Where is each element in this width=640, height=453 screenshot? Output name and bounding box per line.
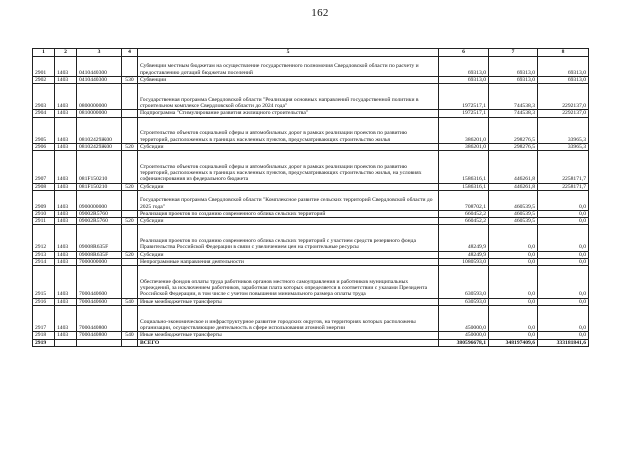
row-number-cell: 2901 — [33, 57, 55, 77]
expense-type-code-cell: 520 — [122, 143, 138, 150]
section-code-cell: 1403 — [55, 117, 77, 143]
description-cell: Строительство объектов социальной сферы и автомобильных дорог в рамках реализации проектов по развитию территорий, расположенных в границах населенных пунктов, предусматривающих строительство жилья, на условиях софинансирования из федерального бюджета — [138, 151, 439, 184]
amount-year1-cell: 380596678,1 — [439, 339, 489, 346]
table-row — [33, 218, 589, 225]
table-row — [33, 84, 589, 110]
amount-year1-cell: 386201,0 — [439, 143, 489, 150]
column-header: 5 — [138, 49, 439, 57]
amount-year3-cell: 2258171,7 — [538, 151, 589, 184]
column-header: 7 — [489, 49, 538, 57]
description-cell: Непрограммные направления деятельности — [138, 258, 439, 265]
expense-type-code-cell — [122, 210, 138, 217]
amount-year3-cell: 0,0 — [538, 190, 589, 210]
amount-year1-cell: 660452,2 — [439, 218, 489, 225]
target-item-code-cell: 0410440300 — [77, 57, 122, 77]
amount-year2-cell: 744538,3 — [489, 84, 538, 110]
table-row — [33, 110, 589, 117]
column-header: 6 — [439, 49, 489, 57]
row-number-cell: 2916 — [33, 298, 55, 305]
table-row — [33, 143, 589, 150]
target-item-code-cell: 7000440800 — [77, 332, 122, 339]
section-code-cell: 1403 — [55, 151, 77, 184]
amount-year2-cell: 0,0 — [489, 266, 538, 299]
table-row — [33, 225, 589, 251]
section-code-cell: 1403 — [55, 210, 77, 217]
row-number-cell: 2902 — [33, 76, 55, 83]
section-code-cell: 1403 — [55, 218, 77, 225]
amount-year2-cell: 446261,8 — [489, 183, 538, 190]
table-row — [33, 210, 589, 217]
description-cell: Субвенции — [138, 76, 439, 83]
table-row — [33, 57, 589, 77]
expense-type-code-cell — [122, 57, 138, 77]
amount-year2-cell: 460539,5 — [489, 218, 538, 225]
section-code-cell: 1403 — [55, 84, 77, 110]
amount-year3-cell: 0,0 — [538, 306, 589, 332]
section-code-cell: 1403 — [55, 306, 77, 332]
row-number-cell: 2912 — [33, 225, 55, 251]
amount-year2-cell: 0,0 — [489, 225, 538, 251]
target-item-code-cell: 7000440800 — [77, 306, 122, 332]
description-cell: Реализация проектов по созданию современного облика сельских территорий с участием средств резервного фонда Правительства Российской Федерации в связи с увеличением цен на строительные ресурсы — [138, 225, 439, 251]
amount-year3-cell: 2292137,0 — [538, 84, 589, 110]
amount-year3-cell: 0,0 — [538, 225, 589, 251]
amount-year1-cell: 1972517,1 — [439, 110, 489, 117]
table-row — [33, 306, 589, 332]
amount-year3-cell: 0,0 — [538, 218, 589, 225]
expense-type-code-cell — [122, 258, 138, 265]
expense-type-code-cell — [122, 266, 138, 299]
amount-year2-cell: 0,0 — [489, 332, 538, 339]
table-header-row — [33, 49, 589, 57]
expense-type-code-cell — [122, 225, 138, 251]
description-cell: Иные межбюджетные трансферты — [138, 298, 439, 305]
amount-year2-cell: 744538,3 — [489, 110, 538, 117]
expense-type-code-cell — [122, 151, 138, 184]
table-body — [33, 57, 589, 347]
section-code-cell: 1403 — [55, 110, 77, 117]
description-cell: Субсидии — [138, 218, 439, 225]
expense-type-code-cell: 520 — [122, 251, 138, 258]
section-code-cell: 1403 — [55, 76, 77, 83]
expense-type-code-cell — [122, 339, 138, 346]
target-item-code-cell: 09002R5760 — [77, 210, 122, 217]
table-row — [33, 258, 589, 265]
column-header: 1 — [33, 49, 55, 57]
section-code-cell: 1403 — [55, 258, 77, 265]
row-number-cell: 2907 — [33, 151, 55, 184]
target-item-code-cell: 09008R635F — [77, 225, 122, 251]
row-number-cell: 2903 — [33, 84, 55, 110]
expense-type-code-cell: 540 — [122, 298, 138, 305]
amount-year1-cell: 48249,9 — [439, 225, 489, 251]
table-row — [33, 190, 589, 210]
table-row — [33, 183, 589, 190]
target-item-code-cell: 0900000000 — [77, 190, 122, 210]
row-number-cell: 2919 — [33, 339, 55, 346]
amount-year3-cell: 2292137,0 — [538, 110, 589, 117]
table-row — [33, 251, 589, 258]
row-number-cell: 2909 — [33, 190, 55, 210]
amount-year2-cell: 69313,0 — [489, 57, 538, 77]
target-item-code-cell: 0410440300 — [77, 76, 122, 83]
expense-type-code-cell — [122, 110, 138, 117]
amount-year3-cell: 0,0 — [538, 251, 589, 258]
amount-year1-cell: 1586316,1 — [439, 151, 489, 184]
row-number-cell: 2917 — [33, 306, 55, 332]
section-code-cell: 1403 — [55, 266, 77, 299]
description-cell: Субвенции местным бюджетам на осуществление государственного полномочия Свердловской области по расчету и предоставлению дотаций бюджетам поселений — [138, 57, 439, 77]
row-number-cell: 2914 — [33, 258, 55, 265]
section-code-cell: 1403 — [55, 298, 77, 305]
amount-year1-cell: 450000,0 — [439, 306, 489, 332]
description-cell: Подпрограмма "Стимулирование развития жилищного строительства" — [138, 110, 439, 117]
amount-year1-cell: 630593,0 — [439, 266, 489, 299]
table-row — [33, 266, 589, 299]
amount-year1-cell: 708702,1 — [439, 190, 489, 210]
row-number-cell: 2906 — [33, 143, 55, 150]
amount-year3-cell: 2258171,7 — [538, 183, 589, 190]
description-cell: Строительство объектов социальной сферы и автомобильных дорог в рамках реализации проектов по развитию территорий, расположенных в границах населенных пунктов, предусматривающих строительство жилья — [138, 117, 439, 143]
amount-year3-cell: 69313,0 — [538, 57, 589, 77]
amount-year1-cell: 69313,0 — [439, 76, 489, 83]
expense-type-code-cell: 520 — [122, 218, 138, 225]
amount-year2-cell: 298276,5 — [489, 143, 538, 150]
description-cell: Субсидии — [138, 251, 439, 258]
amount-year2-cell: 0,0 — [489, 306, 538, 332]
expense-type-code-cell — [122, 84, 138, 110]
amount-year3-cell: 33965,3 — [538, 143, 589, 150]
target-item-code-cell: 0810000000 — [77, 110, 122, 117]
row-number-cell: 2918 — [33, 332, 55, 339]
expense-type-code-cell: 530 — [122, 76, 138, 83]
amount-year3-cell: 0,0 — [538, 210, 589, 217]
expense-type-code-cell — [122, 190, 138, 210]
description-cell: Обеспечение фондов оплаты труда работников органов местного самоуправления и работников муниципальных учреждений, за исключением работников, заработная плата которых определяется в соответствии с указами Президента Российской Федерации, в том числе с учетом повышения минимального размера оплаты труда — [138, 266, 439, 299]
table-row — [33, 332, 589, 339]
section-code-cell: 1403 — [55, 57, 77, 77]
amount-year3-cell: 69313,0 — [538, 76, 589, 83]
description-cell: Социально-экономическое и инфраструктурное развитие городских округов, на территориях которых расположены организации, осуществляющие деятельность в сфере использования атомной энергии — [138, 306, 439, 332]
expense-type-code-cell — [122, 117, 138, 143]
amount-year2-cell: 460539,5 — [489, 190, 538, 210]
amount-year3-cell: 0,0 — [538, 332, 589, 339]
amount-year1-cell: 1080593,0 — [439, 258, 489, 265]
section-code-cell: 1403 — [55, 183, 77, 190]
description-cell: Реализация проектов по созданию современного облика сельских территорий — [138, 210, 439, 217]
amount-year3-cell: 333181841,6 — [538, 339, 589, 346]
row-number-cell: 2904 — [33, 110, 55, 117]
target-item-code-cell: 09008R635F — [77, 251, 122, 258]
table-row — [33, 117, 589, 143]
column-header: 4 — [122, 49, 138, 57]
table-row — [33, 298, 589, 305]
target-item-code-cell — [77, 339, 122, 346]
amount-year1-cell: 660452,2 — [439, 210, 489, 217]
section-code-cell: 1403 — [55, 332, 77, 339]
column-header: 3 — [77, 49, 122, 57]
expense-type-code-cell: 520 — [122, 183, 138, 190]
row-number-cell: 2913 — [33, 251, 55, 258]
column-header: 8 — [538, 49, 589, 57]
amount-year2-cell: 69313,0 — [489, 76, 538, 83]
expense-type-code-cell: 540 — [122, 332, 138, 339]
amount-year2-cell: 298276,5 — [489, 117, 538, 143]
description-cell: Государственная программа Свердловской области "Реализация основных направлений государственной политики в строительном комплексе Свердловской области до 2024 года" — [138, 84, 439, 110]
section-code-cell: 1403 — [55, 143, 77, 150]
amount-year1-cell: 450000,0 — [439, 332, 489, 339]
section-code-cell: 1403 — [55, 225, 77, 251]
section-code-cell — [55, 339, 77, 346]
description-cell: ВСЕГО — [138, 339, 439, 346]
target-item-code-cell: 081F150210 — [77, 151, 122, 184]
description-cell: Иные межбюджетные трансферты — [138, 332, 439, 339]
amount-year2-cell: 0,0 — [489, 258, 538, 265]
row-number-cell: 2908 — [33, 183, 55, 190]
row-number-cell: 2911 — [33, 218, 55, 225]
target-item-code-cell: 7000440600 — [77, 298, 122, 305]
target-item-code-cell: 7000440600 — [77, 266, 122, 299]
amount-year1-cell: 69313,0 — [439, 57, 489, 77]
section-code-cell: 1403 — [55, 251, 77, 258]
amount-year1-cell: 630593,0 — [439, 298, 489, 305]
row-number-cell: 2915 — [33, 266, 55, 299]
column-header: 2 — [55, 49, 77, 57]
table-row — [33, 151, 589, 184]
expense-type-code-cell — [122, 306, 138, 332]
target-item-code-cell: 09002R5760 — [77, 218, 122, 225]
amount-year1-cell: 1972517,1 — [439, 84, 489, 110]
table-total-row — [33, 339, 589, 346]
description-cell: Субсидии — [138, 183, 439, 190]
amount-year3-cell: 33965,3 — [538, 117, 589, 143]
target-item-code-cell: 081F150210 — [77, 183, 122, 190]
row-number-cell: 2905 — [33, 117, 55, 143]
target-item-code-cell: 0800000000 — [77, 84, 122, 110]
amount-year2-cell: 0,0 — [489, 251, 538, 258]
page-number: 162 — [311, 7, 329, 19]
amount-year1-cell: 386201,0 — [439, 117, 489, 143]
row-number-cell: 2910 — [33, 210, 55, 217]
amount-year2-cell: 460539,5 — [489, 210, 538, 217]
target-item-code-cell: 08102429Ж00 — [77, 143, 122, 150]
table-row — [33, 76, 589, 83]
amount-year2-cell: 348197409,6 — [489, 339, 538, 346]
amount-year1-cell: 48249,9 — [439, 251, 489, 258]
target-item-code-cell: 7000000000 — [77, 258, 122, 265]
amount-year1-cell: 1586316,1 — [439, 183, 489, 190]
budget-table — [32, 48, 589, 347]
amount-year3-cell: 0,0 — [538, 258, 589, 265]
amount-year3-cell: 0,0 — [538, 266, 589, 299]
amount-year2-cell: 0,0 — [489, 298, 538, 305]
amount-year2-cell: 446261,8 — [489, 151, 538, 184]
section-code-cell: 1403 — [55, 190, 77, 210]
target-item-code-cell: 08102429Ж00 — [77, 117, 122, 143]
amount-year3-cell: 0,0 — [538, 298, 589, 305]
description-cell: Субсидии — [138, 143, 439, 150]
description-cell: Государственная программа Свердловской области "Комплексное развитие сельских территорий Свердловской области до 2025 года" — [138, 190, 439, 210]
